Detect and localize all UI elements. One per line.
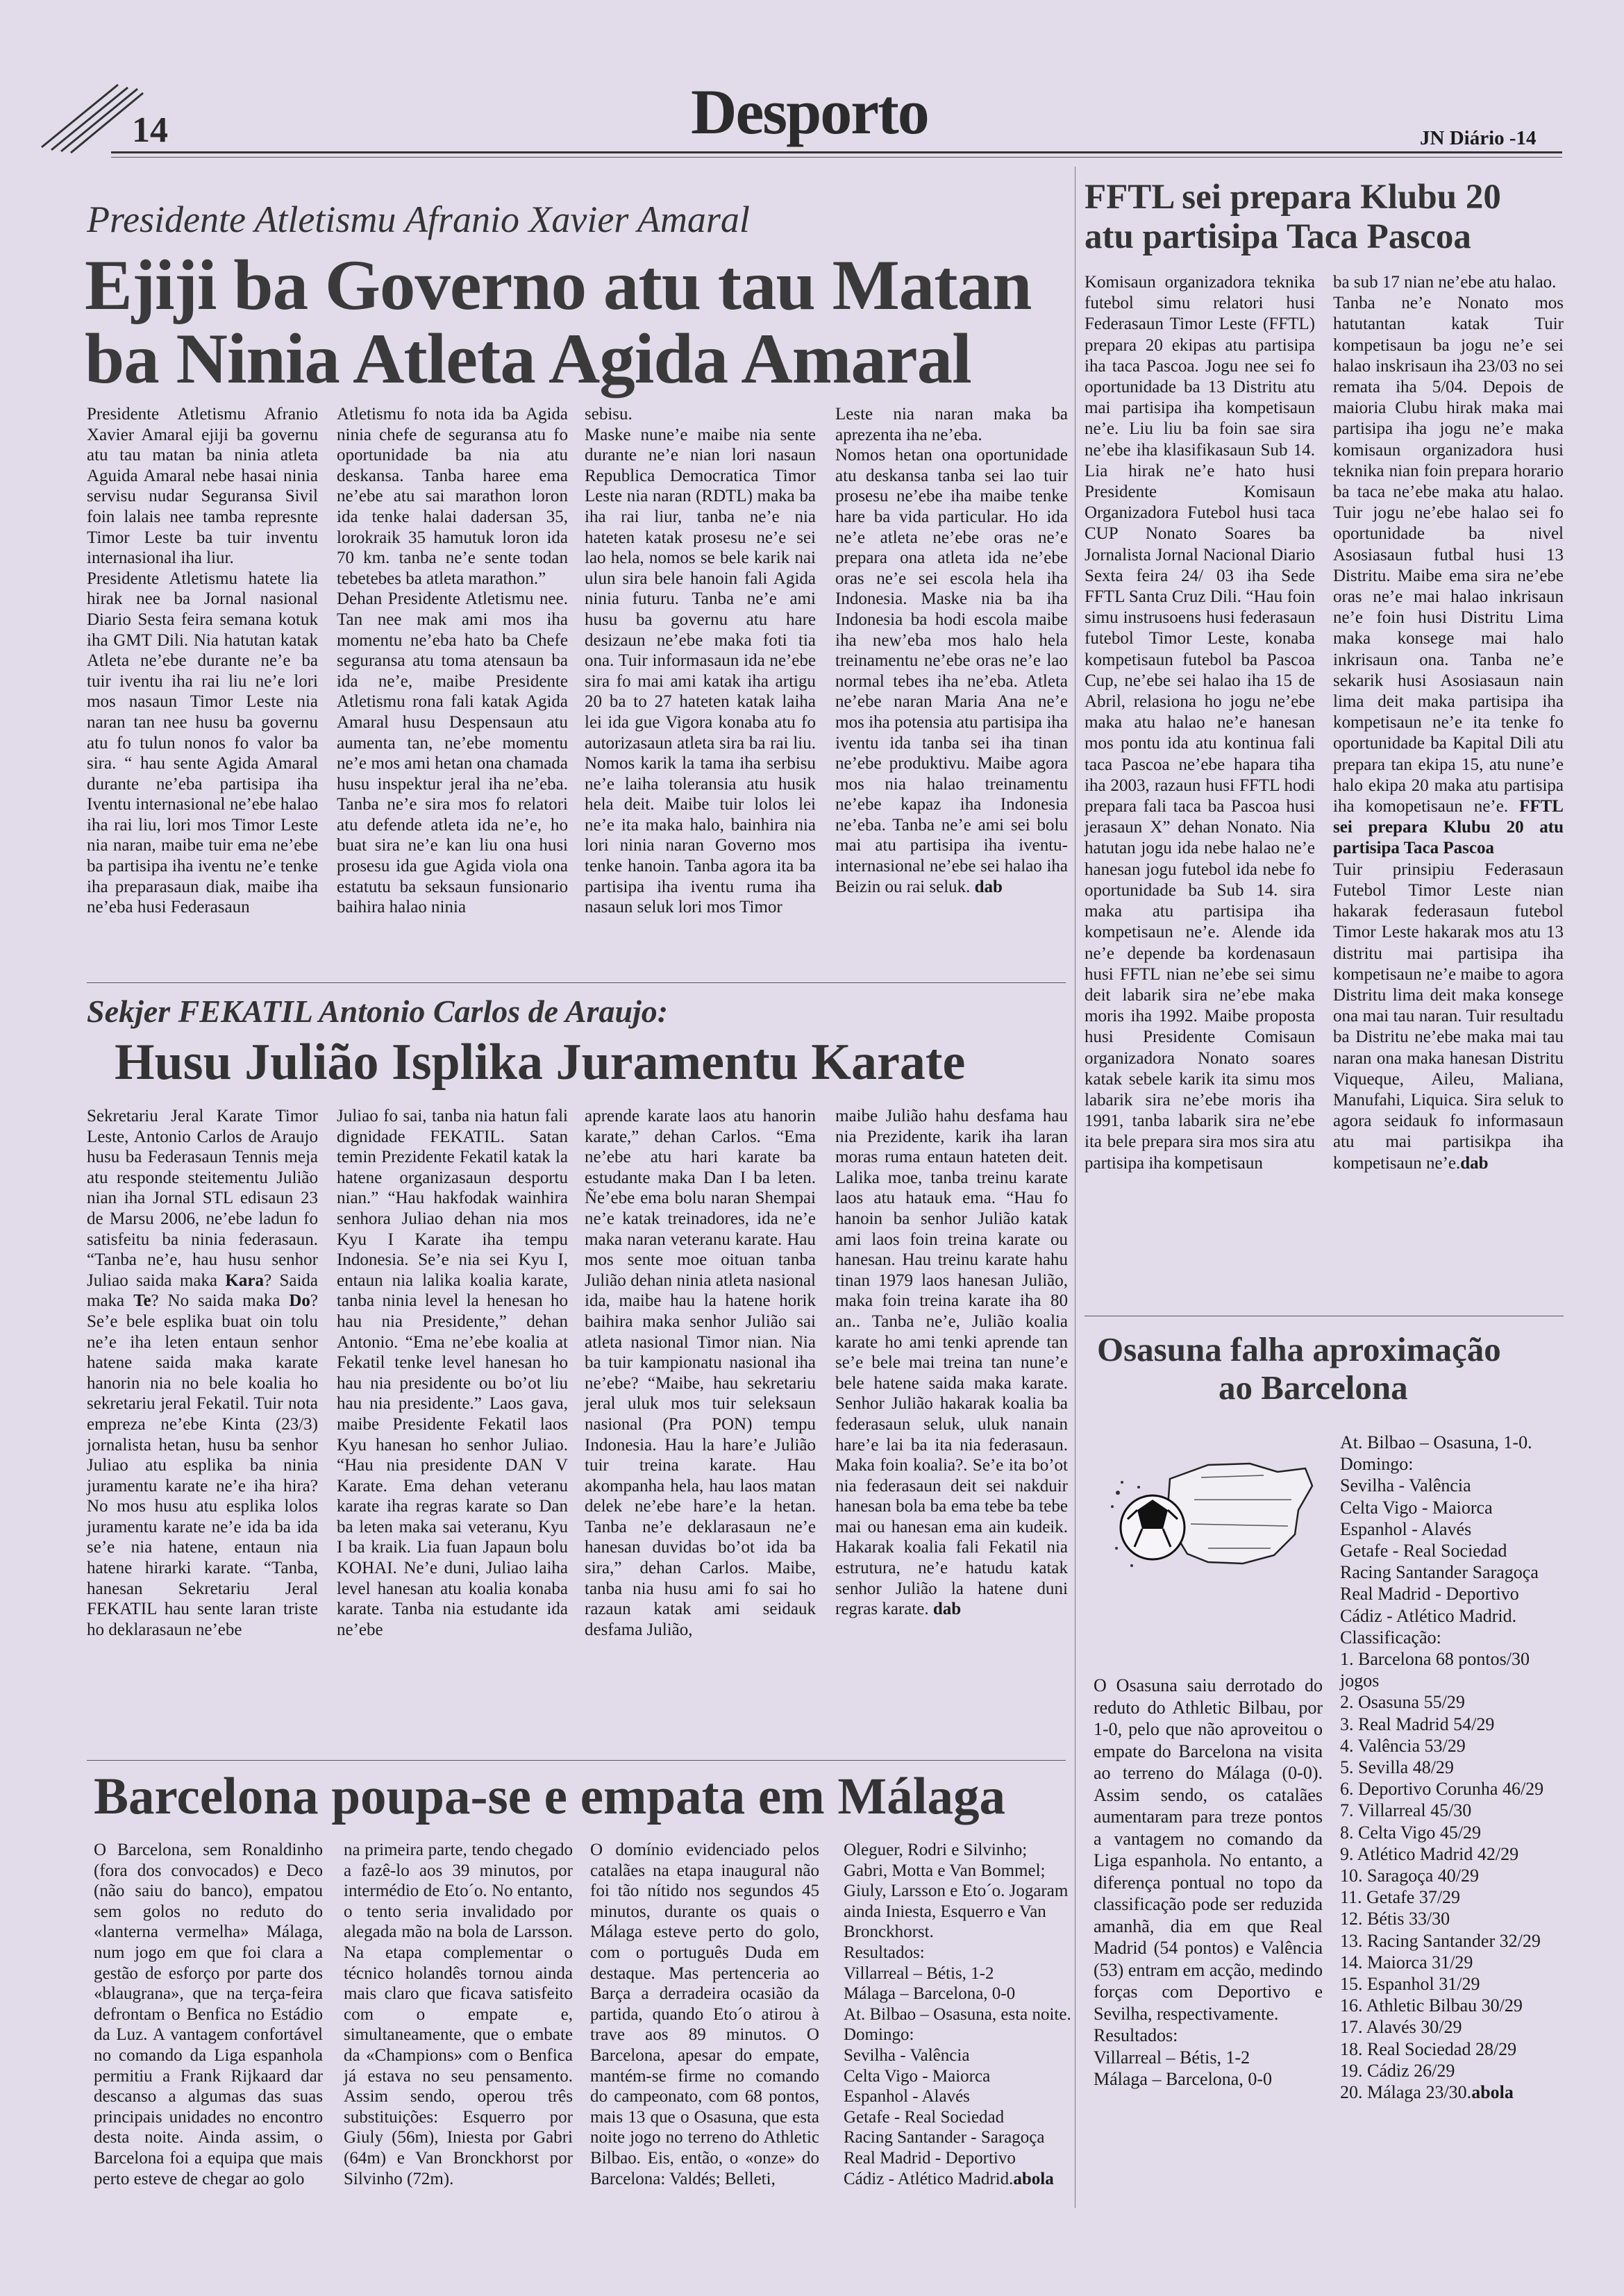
- article2-col1-post: ? Se’e bele esplika buat oin tolu ne’e iha leten entaun senhor hatene saida maka karate hanorin nia no bele koalia ho sekretariu jeral Fekatil. Tuir nota empreza ne’ebe Kinta (23/3) jornalista hetan, husu ba senhor Juliao atu esplika ba ninia juramentu karate ne’e iha hira? No mos husu atu esplika lolos juramentu karate ne’e ida ba ida se’e nia hatene, entaun nia hatene hirarki karate. “Tanba, hanesan Sekretariu Jeral FEKATIL hau sente laran triste ho deklarasaun ne’ebe: [87, 1291, 319, 1639]
- article2-column-1: [87, 1106, 318, 1640]
- header-rule: [111, 151, 1562, 153]
- article1-column-2: Atletismu fo nota ida ba Agida ninia chefe de seguransa atu fo oportunidade ba nia atu deskansa. Tanba haree ema ne’ebe atu sai marathon loron ida tenke halai dadersan 35, lorokraik 35 hamutuk loron ida 70 km. tanba ne’e sente todan tebetebes ba atleta marathon.” Dehan Presidente Atletismu nee. Tan nee mak ami mos iha momentu ne’eba hato ba Chefe seguransa atu toma atensaun ba ida ne’e, maibe Presidente Atletismu rona fali katak Agida Amaral husu Despensaun atu aumenta tan, ne’ebe momentu ne’e mos ami hetan ona chamada husu inspektur jeral iha ne’eba. Tanba ne’e sira mos fo relatori atu defende atleta ida ne’e, ho buat sira ne’e kan liu ona husi prosesu ida gue Agida viola ona estatutu ba seksaun funsionario baihira halao ninia: [337, 405, 568, 917]
- article1-title-line1: Ejiji ba Governo atu tau Matan: [85, 246, 1032, 325]
- article4-title-line1: FFTL sei prepara Klubu 20: [1085, 178, 1501, 217]
- article1-column-1: Presidente Atletismu Afranio Xavier Amaral ejiji ba governu atu tau matan ba ninia atleta Aguida Amaral nebe hasai ninia servisu nudar Seguransa Sivil foin lalais nee tamba represnte Timor Leste ba tuir inventu internasional iha liur. Presidente Atletismu hatete lia hirak nee ba Jornal nasional Diario Sesta feira semana kotuk iha GMT Dili. Nia hatutan katak Atleta ne’ebe durante ne’e ba tuir iventu iha rai liu ne’e lori mos nasaun Timor Leste nia naran tan nee husu ba governu atu fo tulun nonos fo valor ba sira. “ hau sente Agida Amaral durante ne’eba partisipa iha Iventu internasional ne’ebe halao iha rai liu, lori mos Timor Leste nia naran, maibe tuir ema ne’ebe ba partisipa iha iventu ne’e tenke iha preparasaun diak, maibe iha ne’eba husi Federasaun: [87, 405, 318, 917]
- article4-col2-pre: ba sub 17 nian ne’ebe atu halao. Tanba ne’e Nonato mos hatutantan katak Tuir kompetisaun ba jogu ne’e sei halao inskrisaun iha 23/03 no sei remata iha 5/04. Depois de maioria Clubu hirak maka mai partisipa iha jogu ne’e maka komisaun organizadora husi teknika nian foin prepara horario ba taca ne’ebe maka atu halao. Tuir jogu ne’ebe halao sei fo oportunidade ba nivel Asosiasaun futbal husi 13 Distritu. Maibe ema sira ne’ebe oras ne’e mai halao inkrisaun ne’e foin husi Distritu Lima maka konsege mai halo inkrisaun ona. Tanba ne’e sekarik husi Asosiasaun nain lima deit maka partisipa iha kompetisaun ne’e ita tenke fo oportunidade ba Kapital Dili atu prepara tan ekipa 15, atu nune’e halo ekipa 20 maka atu partisipa iha komopetisaun ne’e.: [1333, 273, 1564, 816]
- article4-signature: dab: [1460, 1153, 1489, 1173]
- article2-col1-pre: Sekretariu Jeral Karate Timor Leste, Antonio Carlos de Araujo husu ba Federasaun Tennis meja atu responde steitementu Julião nian iha Jornal STL edisaun 23 de Marsu 2006, ne’ebe ladun fo satisfeitu ba ninia federasaun. “Tanba ne’e, hau husu senhor Juliao saida maka: [87, 1107, 318, 1290]
- page-number: 14: [132, 110, 168, 150]
- article2-kara: Kara: [225, 1271, 264, 1290]
- article5-column-1: O Osasuna saiu derrotado do reduto do Athletic Bilbau, por 1-0, pelo que não aproveitou o empate do Barcelona na visita ao terreno do Málaga (0-0). Assim sendo, os catalães aumentaram para treze pontos a vantagem no comando da Liga espanhola. No entanto, a diferença pontual no topo da classificação pode ser reduzida amanhã, dia em que Real Madrid (54 pontos) e Valência (53) entram em acção, medindo forças com Deportivo e Sevilha, respectivamente. Resultados: Villarreal – Bétis, 1-2 Málaga – Barcelona, 0-0: [1094, 1675, 1323, 2089]
- article1-kicker: Presidente Atletismu Afranio Xavier Amaral: [87, 199, 750, 240]
- article5-signature: abola: [1471, 2082, 1514, 2103]
- masthead-slash-logo: [40, 78, 144, 154]
- article3-column-1: O Barcelona, sem Ronaldinho (fora dos convocados) e Deco (não saiu do banco), empatou sem golos no reduto do «lanterna vermelha» Málaga, num jogo em que foi clara a gestão de esforço por parte dos «blaugrana», que na terça-feira defrontam o Benfica no Estádio da Luz. A vantagem confortável no comando da Liga espanhola permitiu a Frank Rijkaard dar descanso a algumas das suas principais unidades no encontro desta noite. Ainda assim, o Barcelona foi a equipa que mais perto esteve de chegar ao golo: [94, 1841, 323, 2188]
- article2-column-3: aprende karate laos atu hanorin karate,” dehan Carlos. “Ema ne’ebe atu hari karate ba estudante maka Dan I ba leten. Ñe’ebe ema bolu naran Shempai ne’e katak treinadores, ida ne’e maka naran veteranu karate. Hau mos sente moe oituan tanba Julião dehan ninia atleta nasional ida, maibe hau la hatene horik baihira maka senhor Julião sai atleta nasional Timor nian. Nia ba tuir kampionatu nasional iha ne’ebe? “Maibe, hau sekretariu jeral uluk mos tuir seleksaun nasional (Pra PON) tempu Indonesia. Hau la hare’e Julião tuir treina karate. Hau akompanha hela, hau laos matan delek ne’ebe hare’e la hetan. Tanba ne’e deklarasaun ne’e hanesan duvidas bo’ot ida ba sira,” dehan Carlos. Maibe, tanba nia husu ami fo sai ho razaun katak ami seidauk desfama Julião,: [585, 1107, 816, 1639]
- article5-title-line1: Osasuna falha aproximação: [1097, 1330, 1501, 1368]
- article3-top-rule: [87, 1760, 1066, 1761]
- article2-kicker: Sekjer FEKATIL Antonio Carlos de Araujo:: [87, 994, 669, 1029]
- article1-title-line2: ba Ninia Atleta Agida Amaral: [85, 319, 971, 399]
- article2-top-rule: [87, 982, 1066, 983]
- article1-column-3: sebisu. Maske nune’e maibe nia sente durante ne’e nian lori nasaun Republica Democratica Timor Leste nia naran (RDTL) maka ba iha rai liur, tanba ne’e nia hateten katak prosesu ne’e sei lao hela, nomos se bele karik nai ulun sira bele hanoin fali Agida ninia futuru. Tanba ne’e ami husu ba governu atu hare desizaun ne’ebe maka foti tia ona. Tuir informasaun ida ne’ebe sira fo mai ami katak iha artigu 20 ba to 27 hateten katak laiha lei ida gue Vigora konaba atu fo autorizasaun atleta sira ba rai liu. Nomos karik la tama iha serbisu ne’e laiha toleransia atu husik hela deit. Maibe tuir lolos lei ne’e ita maka halo, bainhira nia lori ninia naran Governo mos tenke hanoin. Tanba agora ita ba partisipa iha iventu ruma iha nasaun seluk lori mos Timor: [585, 405, 816, 917]
- section-title: Desporto: [691, 76, 928, 147]
- article4-col2-post: Tuir prinsipiu Federasaun Futebol Timor Leste nian hakarak federasaun futebol Timor Leste hakarak mos atu 13 distritu mai partisipa iha kompetisaun ne’e maibe to agora Distritu lima deit maka konsege ona mai tau naran. Tuir resultadu ba Distritu ne’ebe maka mai tau naran ona maka hanesan Distritu Viqueque, Aileu, Maliana, Manufahi, Liquica. Sira seluk to agora seidauk fo informasaun atu mai partisikpa iha kompetisaun ne’e.: [1333, 860, 1564, 1173]
- article2-title: Husu Julião Isplika Juramentu Karate: [115, 1034, 966, 1091]
- article3-column-3: O domínio evidenciado pelos catalães na etapa inaugural não foi tão nítido nos segundos 45 minutos, durante os quais o Málaga esteve perto do golo, com o português Duda em destaque. Mas pertenceria ao Barça a derradeira ocasião da partida, quando Eto´o atirou à trave aos 89 minutos. O Barcelona, apesar do empate, mantém-se firme no comando do campeonato, com 68 pontos, mais 13 que o Osasuna, que esta noite jogo no terreno do Athletic Bilbao. Eis, então, o «onze» do Barcelona: Valdés; Belleti,: [590, 1841, 819, 2188]
- article3-column-4: [844, 1840, 1073, 2189]
- article5-column-2: [1340, 1432, 1566, 2103]
- article1-signature: dab: [974, 877, 1003, 896]
- article2-col1-m2: ? No saida maka: [151, 1291, 290, 1311]
- article4-col2-bold: FFTL sei prepara Klubu 20 atu partisipa Taca Pascoa: [1333, 797, 1564, 858]
- article1-column-4: [835, 404, 1068, 897]
- article3-column-2: na primeira parte, tendo chegado a fazê-lo aos 39 minutos, por intermédio de Eto´o. No entanto, o tento seria invalidado por alegada mão na bola de Larsson. Na etapa complementar o técnico holandês tornou ainda mais claro que ficava satisfeito com o empate e, simultaneamente, que o embate da «Champions» com o Benfica já estava no seu pensamento. Assim sendo, operou três substituições: Esquerro por Giuly (56m), Iniesta por Gabri (64m) e Van Bronckhorst por Silvinho (72m).: [344, 1841, 573, 2188]
- article2-te: Te: [133, 1291, 151, 1311]
- article3-column-4-text: Oleguer, Rodri e Silvinho; Gabri, Motta e Van Bommel; Giuly, Larsson e Eto´o. Jogaram ainda Iniesta, Esquerro e Van Bronckhorst. Resultados: Villarreal – Bétis, 1-2 Málaga – Barcelona, 0-0 At. Bilbao – Osasuna, esta noite. Domingo: Sevilha - Valência Celta Vigo - Maiorca Espanhol - Alavés Getafe - Real Sociedad Racing Santander - Saragoça Real Madrid - Deportivo Cádiz - Atlético Madrid.: [844, 1841, 1071, 2188]
- article4-column-2: [1333, 272, 1564, 1174]
- header-rule-thin: [111, 157, 1562, 158]
- article5-title-line2: ao Barcelona: [1219, 1368, 1408, 1407]
- source-label: JN Diário -14: [1420, 127, 1537, 149]
- article4-title-line2: atu partisipa Taca Pascoa: [1085, 217, 1471, 256]
- article2-signature: dab: [932, 1600, 962, 1619]
- article4-column-1: Komisaun organizadora teknika futebol simu relatori husi Federasaun Timor Leste (FFTL) prepara 20 ekipas atu partisipa iha taca Pascoa. Jogu nee sei fo oportunidade ba 13 Distritu atu mai partisipa iha kompetisaun ne’e. Liu liu ba foin sae sira ne’ebe iha klasifikasaun Sub 14. Lia hirak ne’e hato husi Presidente Komisaun Organizadora Futebol husi taca CUP Nonato Soares ba Jornalista Jornal Nacional Diario Sexta feira 24/ 03 iha Sede FFTL Santa Cruz Dili. “Hau foin simu instrusoens husi federasaun futebol Timor Leste, konaba kompetisaun futebol ba Pascoa Cup, ne’ebe sei halao iha 15 de Abril, relasiona ho jogu ne’ebe maka atu halao ne’e hanesan mos pontu ida atu kontinua fali taca Pascoa ne’ebe hapara tiha iha 2003, razaun husi FFTL hodi prepara fali taca ba Pascoa husi jerasaun X” dehan Nonato. Nia hatutan jogu ida nebe halao ne’e hanesan jogu futebol ida nebe fo oportunidade ba Sub 14. sira maka atu partisipa iha kompetisaun ne’e. Alende ida ne’e depende ba kordenasaun husi FFTL nian ne’ebe sei simu deit labarik sira ne’ebe maka moris iha 1992. Maibe proposta husi Presidente Comisaun organizadora Nonato soares katak sebele karik ita simu mos labarik sira ne’ebe moris iha 1991, tanba labarik sira ne’ebe ita bele prepara sira mos sira atu partisipa iha kompetisaun: [1085, 273, 1315, 1173]
- article5-column-2-text: At. Bilbao – Osasuna, 1-0. Domingo: Sevilha - Valência Celta Vigo - Maiorca Espanhol - Alavés Getafe - Real Sociedad Racing Santander Saragoça Real Madrid - Deportivo Cádiz - Atlético Madrid. Classificação: 1. Barcelona 68 pontos/30 jogos 2. Osasuna 55/29 3. Real Madrid 54/29 4. Valência 53/29 5. Sevilla 48/29 6. Deportivo Corunha 46/29 7. Villarreal 45/30 8. Celta Vigo 45/29 9. Atlético Madrid 42/29 10. Saragoça 40/29 11. Getafe 37/29 12. Bétis 33/30 13. Racing Santander 32/29 14. Maiorca 31/29 15. Espanhol 31/29 16. Athletic Bilbau 30/29 17. Alavés 30/29 18. Real Sociedad 28/29 19. Cádiz 26/29 20. Málaga 23/30.: [1340, 1432, 1544, 2103]
- article1-column-4-text: Leste nia naran maka ba aprezenta iha ne’eba. Nomos hetan ona oportunidade atu deskansa tanba sei lao tuir prosesu ne’ebe iha maibe tenke hare ba vida particular. Ho ida ne’e atleta ne’ebe oras ne’e prepara ona atleta ida ne’ebe oras ne’e sei escola hela iha Indonesia. Maske nia ba iha Indonesia ba hodi escola maibe iha new’eba mos halo hela treinamentu ne’ebe oras ne’e lao normal tebes iha ne’eba. Atleta ne’ebe naran Maria Ana ne’e mos iha potensia atu partisipa iha iventu ida tanba sei iha tinan ne’ebe produktivu. Maibe agora mos nia halao treinamentu ne’ebe kapaz iha Indonesia ne’eba. Tanba ne’e ami sei bolu mai atu partisipa iha iventu-internasional ne’ebe sei halao iha Beizin ou rai seluk.: [835, 405, 1068, 896]
- article2-column-2: Juliao fo sai, tanba nia hatun fali dignidade FEKATIL. Satan temin Prezidente Fekatil katak la hatene organizasaun desportu nian.” “Hau hakfodak wainhira senhora Juliao dehan nia mos Kyu I Karate iha tempu Indonesia. Se’e nia sei Kyu I, entaun nia lalika koalia karate, tanba ninia level la henesan ho hau nia Presidente,” dehan Antonio. “Ema ne’ebe koalia at Fekatil tenke level hanesan ho hau nia presidente ou bo’ot liu hau nia presidente.” Laos gava, maibe Presidente Fekatil laos Kyu hanesan ho senhor Juliao. “Hau nia presidente DAN V Karate. Ema dehan veteranu karate iha regras karate so Dan ba leten maka sai veteranu, Kyu I ba kraik. Lia fuan Japaun bolu KOHAI. Ne’e duni, Juliao laiha level hanesan atu koalia konaba karate. Tanba nia estudante ida ne’ebe: [337, 1107, 568, 1639]
- article3-title: Barcelona poupa-se e empata em Málaga: [94, 1768, 1006, 1825]
- article2-column-4: [835, 1106, 1068, 1620]
- article3-signature: abola: [1013, 2169, 1054, 2188]
- spain-map-football-graphic: [1104, 1444, 1326, 1583]
- article2-do: Do: [289, 1291, 310, 1311]
- article2-col1-m1: ? Saida maka: [87, 1271, 318, 1311]
- article2-column-4-text: maibe Julião hahu desfama hau nia Prezidente, karik iha laran moras ruma entaun hateten deit. Lalika moe, tanba treinu karate laos atu hatauk ema. “Hau fo hanoin ba senhor Julião katak ami laos foin treina karate ou hanesan. Hau treinu karate hahu tinan 1979 laos hanesan Julião, maka foin treina karate iha 80 an.. Tanba ne’e, Julião koalia karate ho ami tenki aprende tan se’e bele mai treina tan nune’e bele hatene saida maka karate. Senhor Julião hakarak koalia ba federasaun seluk, uluk nanain hare’e lai ba ita nia federasaun. Maka foin koalia?. Se’e ita bo’ot nia federasaun deit sei nakduir hanesan bola ba ema tebe ba tebe mai ou hanesan ema ain kudeik. Hakarak koalia fali Fekatil nia estrutura, ne’e hatudu katak senhor Julião la hatene duni regras karate.: [835, 1107, 1068, 1619]
